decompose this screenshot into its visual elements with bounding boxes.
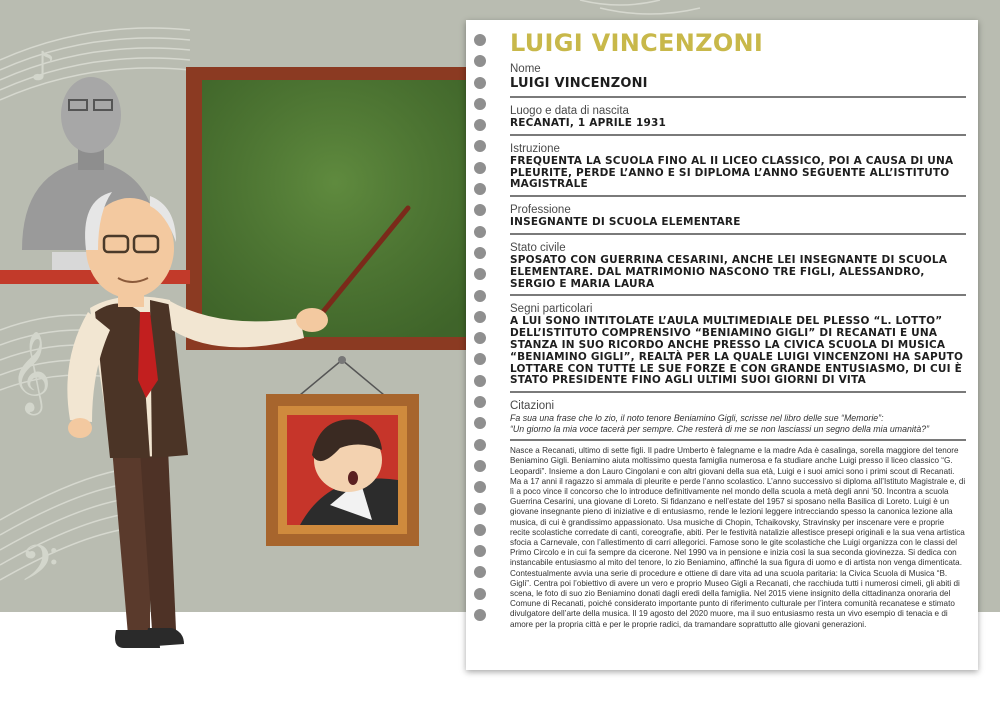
svg-text:𝄢: 𝄢: [20, 535, 59, 605]
framed-portrait: [266, 356, 419, 546]
field-value: LUIGI VINCENZONI: [510, 76, 648, 91]
field-quotes: [510, 397, 966, 441]
field-value: FREQUENTA LA SCUOLA FINO AL II LICEO CLASSICO, POI A CAUSA DI UNA PLEURITE, PERDE L’ANNO E SI DIPLOMA L’ANNO SEGUENTE ALL’ISTITUTO MAGISTRALE: [510, 154, 954, 191]
card-title: LUIGI VINCENZONI: [510, 29, 764, 57]
svg-text:♪: ♪: [30, 44, 56, 90]
field-birth: [510, 102, 966, 136]
quote-text: “Un giorno la mia voce tacerà per sempre. Che resterà di me se non lasciassi un segno della mia umanità?”: [510, 424, 930, 435]
field-label: Istruzione: [510, 142, 560, 155]
quote-intro: Fa sua una frase che lo zio, il noto tenore Beniamino Gigli, scrisse nel libro delle sue “Memorie”:: [510, 413, 884, 424]
field-marital-status: [510, 239, 966, 296]
field-label: Stato civile: [510, 241, 566, 254]
field-label: Professione: [510, 204, 571, 217]
field-value: INSEGNANTE DI SCUOLA ELEMENTARE: [510, 216, 741, 229]
field-label: Segni particolari: [510, 303, 593, 316]
biography-text: Nasce a Recanati, ultimo di sette figli. Il padre Umberto è falegname e la madre Ada è casalinga, sorella maggiore del tenore Beniamino Gigli. Beniamino aiuta moltissimo questa famiglia numerosa e fa studiare anche Luigi presso il liceo classico “G. Leopardi”. Insieme a don Lauro Cingolani e con altri giovani della sua età, Luigi e i suoi amici sono i primi scout di Recanati. Ma a 17 anni il ragazzo si ammala di pleurite e perde l’anno scolastico. L’anno successivo si diploma all’Istituto Magistrale e, di lì a poco vince il concorso che lo introduce definitivamente nel mondo della scuola a metà degli anni ’50. Incontra a scuola Guerrina Cesarini, una giovane di Loreto. Si fidanzano e nell’estate del 1957 si sposano nella Basilica di Loreto. Luigi è un giovane insegnante pieno di iniziative e di entusiasmo, rende le lezioni leggere intrecciando spesso la canonica lezione alla musica, di cui è grandissimo appassionato. Usa musiche di Chopin, Tchaikovsky, Stravinsky per inscenare vere e proprie recite scolastiche corredate di canti, coreografie, abiti. Per le festività natalizie allestisce presepi originali e la sua vena artistica sfocia a Carnevale, con l’allestimento di carri allegorici. Famose sono le gite scolastiche che Luigi organizza con le classi del Primo Circolo e in cui fa sempre da cicerone. Nel 1990 va in pensione e inizia così la sua seconda giovinezza. Si dedica con instancabile entusiasmo al mito del tenore, lo zio Beniamino, affinché la sua figura di uomo e di artista non venga dimenticata. Contestualmente avvia una serie di procedure e ottiene di dare vita ad una scuola paritaria: la Civica Scuola di Musica “B. Gigli”. Centra poi l’obiettivo di avere un vero e proprio Museo Gigli a Recanati, che racchiuda tutti i numerosi cimeli, gli abiti di scena, le foto di suo zio Beniamino donati dagli eredi della famiglia. Nel 2015 viene insignito della cittadinanza onoraria del Comune di Recanati, poiché considerato importante punto di riferimento culturale per l’intera comunità recanatese e stimato divulgatore dell’arte della musica. Il 19 agosto del 2020 muore, ma il suo entusiasmo resta un vivo esempio di tenacia e di amore per la propria città e per le proprie radici, da tramandare soprattutto alle giovani generazioni.: [510, 446, 966, 629]
treble-clef-icon: [10, 330, 51, 415]
field-profession: [510, 201, 966, 235]
field-label: Citazioni: [510, 400, 555, 413]
field-value: RECANATI, 1 APRILE 1931: [510, 117, 667, 129]
biography-card: [466, 20, 978, 670]
field-value: SPOSATO CON GUERRINA CESARINI, ANCHE LEI INSEGNANTE DI SCUOLA ELEMENTARE. DAL MATRIMONIO NASCONO TRE FIGLI, ALESSANDRO, SERGIO E MARIA LAURA: [510, 253, 948, 290]
field-distinguishing-marks: [510, 300, 966, 393]
svg-text:𝄞: 𝄞: [10, 330, 52, 412]
field-label: Nome: [510, 63, 541, 75]
field-label: Luogo e data di nascita: [510, 105, 629, 117]
field-name: [510, 60, 966, 98]
bass-clef-icon: [20, 535, 59, 605]
ring-binder-holes: [474, 34, 488, 630]
field-value: A LUI SONO INTITOLATE L’AULA MULTIMEDIALE DEL PLESSO “L. LOTTO” DELL’ISTITUTO COMPRENSIVO “BENIAMINO GIGLI” DI RECANATI E UNA STANZA IN SUO RICORDO ANCHE PRESSO LA CIVICA SCUOLA DI MUSICA “BENIAMINO GIGLI”, REALTÀ PER LA QUALE LUIGI VINCENZONI HA SAPUTO LOTTARE CON TUTTE LE SUE FORZE E CON GRANDE ENTUSIASMO, DI CUI È STATO PRESIDENTE FINO AGLI ULTIMI SUOI GIORNI DI VITA: [510, 315, 964, 387]
field-education: [510, 140, 966, 197]
